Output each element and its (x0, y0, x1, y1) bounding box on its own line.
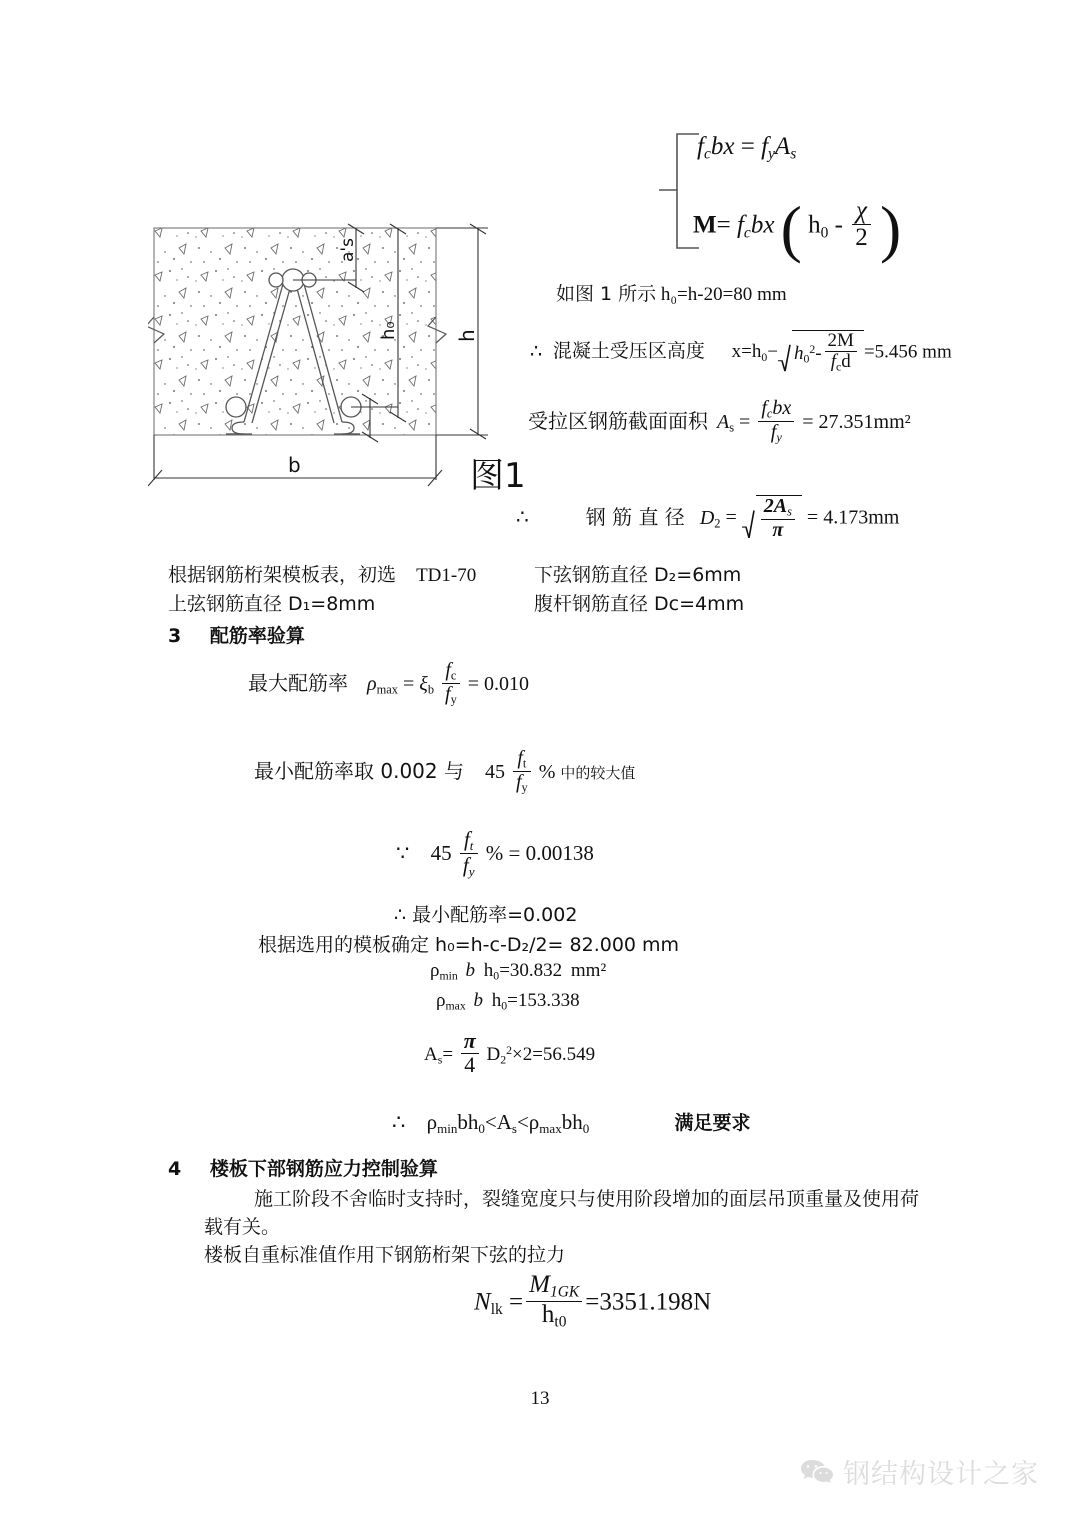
equation-system-brace (655, 128, 965, 264)
frac-ft-over-fy-2: $\frac{ft}{fy}$ (460, 828, 478, 878)
frac-fcbx-over-fy: $\frac{\text{fcbx}}{fy}$ (758, 398, 794, 445)
figure-caption: 图1 (470, 456, 526, 496)
h0-note-expr: h₀=h-20=80 (660, 284, 753, 305)
top-chord-bar-left (269, 273, 283, 287)
max-ratio-result: = 0.010 (467, 672, 530, 695)
watermark (800, 1452, 1039, 1491)
truss-select-right-top: 下弦钢筋直径 D₂=6mm (534, 564, 742, 586)
equation-moment: M= fcbx ( $h_0$ - $\frac{\chi}{2}$ ) (693, 192, 902, 264)
line-As-formula: $A_s=$ $\frac{\pi}{4}$ $D_2^2\times 2=56.549$ (424, 1029, 596, 1078)
truss-select-right-bottom: 腹杆钢筋直径 Dc=4mm (534, 593, 745, 615)
chi-over-two: $\frac{\chi}{2}$ (852, 198, 871, 252)
tension-area-label: 受拉区钢筋截面面积 (528, 408, 708, 433)
section-4-paragraph-line-3: 楼板自重标准值作用下钢筋桁架下弦的拉力 (204, 1244, 566, 1266)
line-h0-from-formwork: 根据选用的模板确定 h₀=h-c-D₂/2= 82.000 mm (258, 934, 680, 956)
line-rho-max-bh0: $\rho_{max}$ b $h_0=153.338$ (436, 990, 580, 1013)
h0-note-prefix: 如图 1 所示 (556, 283, 657, 305)
frac-ft-over-fy: $\frac{f_t}{f_y}$ (513, 748, 531, 795)
section-4-number: 4 (168, 1158, 182, 1180)
rho-max-symbol: ρ (367, 672, 377, 695)
cross-section-drawing (148, 222, 518, 497)
frac-M1GK-over-ht0: $\frac{M1GK}{h_{t0}}$ (526, 1272, 582, 1331)
line-Nlk-formula: $N_{lk}$ = $\frac{M1GK}{h_{t0}}$ =3351.198N (474, 1270, 712, 1331)
label-h0: h₀ (378, 321, 399, 340)
compression-zone-result: =5.456 (863, 341, 918, 363)
figure-slab-cross-section (148, 222, 518, 497)
As-symbol: A (717, 410, 730, 433)
line-therefore-min-ratio: ∴ 最小配筋率=0.002 (394, 904, 578, 926)
section-4-paragraph-line-1: 施工阶段不舍临时支持时，裂缝宽度只与使用阶段增加的面层吊顶重量及使用荷 (254, 1188, 920, 1210)
bottom-chord-bar-left (226, 397, 246, 417)
line-bar-diameter: ∴ 钢 筋 直 径 $D_2$ = $\frac{2As}{\pi}$ = 4.173mm (516, 495, 899, 543)
section-3-number: 3 (168, 625, 182, 647)
truss-select-left-top: 根据钢筋桁架模板表，初选 TD1-70 (168, 564, 477, 586)
therefore-symbol-3: ∴ (392, 1110, 406, 1134)
because-symbol: ∵ (396, 840, 410, 865)
radical-icon-2 (742, 510, 755, 539)
moment-symbol: M (693, 211, 717, 239)
percent-symbol-2: % (485, 840, 504, 865)
compression-zone-unit: mm (922, 341, 952, 363)
line-max-reinforcement-ratio: 最大配筋率 $\rho_{max} = \xi_b$ $\frac{f_c}{f_y}$ = 0.010 (248, 659, 530, 707)
section-4-title: 楼板下部钢筋应力控制验算 (209, 1158, 438, 1180)
section-4-paragraph-line-2: 载有关。 (204, 1216, 281, 1238)
label-h: h (455, 329, 479, 342)
xi-b-symbol: ξ (419, 672, 428, 695)
sqrt-2As-over-pi: $\frac{2As}{\pi}$ (742, 495, 802, 543)
fc-symbol: f (697, 133, 704, 160)
line-because-ft-fy (396, 826, 594, 880)
label-a-s-prime: a's (338, 238, 358, 262)
min-ratio-coef: 45 (484, 760, 505, 783)
radical-icon (778, 344, 791, 372)
compression-zone-label: 混凝土受压区高度 (552, 340, 705, 363)
truss-select-left-bottom: 上弦钢筋直径 D₁=8mm (168, 593, 376, 615)
line-tension-steel-area: 受拉区钢筋截面面积 $A_s$ = $\frac{\text{fcbx}}{fy}$ = 27.351mm² (528, 397, 911, 445)
wechat-icon (800, 1458, 834, 1486)
left-paren: ( (780, 192, 802, 264)
frac-fc-over-fy: $\frac{f_c}{f_y}$ (442, 660, 460, 707)
line-min-reinforcement-ratio-text (254, 747, 636, 797)
Nlk-symbol: N (474, 1288, 491, 1316)
therefore-symbol-2: ∴ (516, 506, 529, 529)
tension-area-result: = 27.351mm² (802, 410, 911, 433)
h0-note-unit: mm (757, 284, 787, 305)
section-3-title: 配筋率验算 (209, 625, 305, 647)
line-reinforcement-conclusion: ∴ $\rho_{min}bh_0<A_s<\rho_{max}bh_0$ 满足要求 (392, 1110, 751, 1136)
bar-diameter-label: 钢 筋 直 径 (585, 504, 685, 529)
bar-diameter-result: = 4.173mm (806, 506, 900, 529)
because-coef: 45 (430, 840, 452, 865)
section-3-heading (168, 621, 305, 648)
D2-symbol: D (699, 506, 715, 529)
therefore-symbol: ∴ (530, 341, 543, 363)
line-rho-min-bh0: $\rho_{min}$ b $h_0=30.832$ mm² (430, 960, 607, 983)
frac-pi-over-4: $\frac{\pi}{4}$ (461, 1030, 479, 1077)
frac-2M-over-fcd: $\frac{2M}{f_cd}$ (825, 331, 857, 374)
page-number: 13 (530, 1388, 550, 1409)
line-h0-note (556, 279, 787, 306)
right-paren: ) (879, 192, 902, 264)
line-compression-zone-height: ∴ 混凝土受压区高度 $x=h_0-$ $h_0^2-$ $\frac{2M}{f_cd}$ =5.456 mm (530, 330, 952, 376)
min-ratio-prefix: 最小配筋率取 0.002 与 (254, 758, 464, 783)
Nlk-result: =3351.198N (585, 1288, 712, 1316)
label-b: b (288, 453, 301, 477)
min-ratio-suffix: 中的较大值 (560, 763, 636, 782)
sqrt-group: $h_0^2-$ $\frac{2M}{f_cd}$ (778, 330, 864, 376)
percent-symbol: % (538, 760, 556, 783)
watermark-text: 钢结构设计之家 (843, 1459, 1039, 1490)
compression-zone-lhs: x=h (731, 341, 762, 363)
because-result: = 0.00138 (508, 840, 594, 865)
satisfies-requirement-note: 满足要求 (674, 1112, 751, 1134)
section-4-heading (168, 1154, 438, 1181)
equation-force-balance: fcbx = fyAs (697, 133, 797, 163)
max-ratio-label: 最大配筋率 (248, 670, 348, 695)
